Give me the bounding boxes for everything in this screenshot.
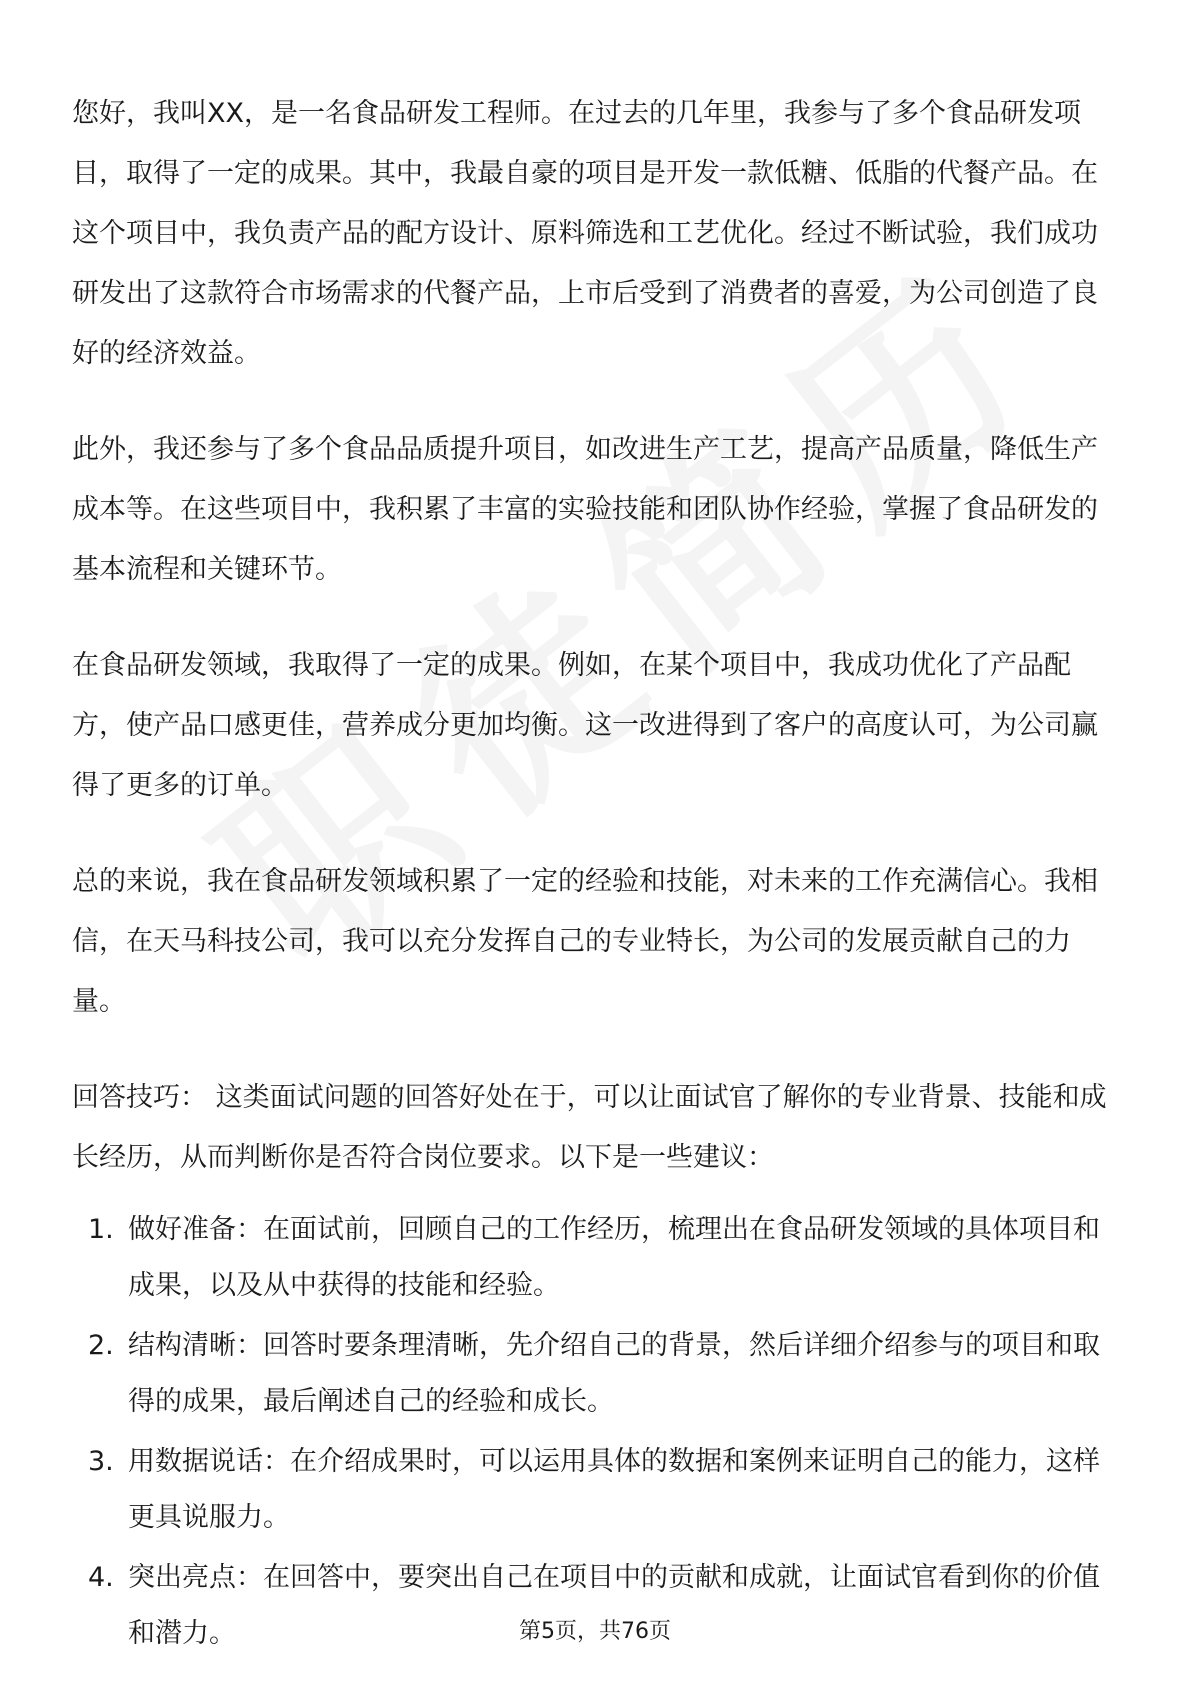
advice-text: 突出亮点：在回答中，要突出自己在项目中的贡献和成就，让面试官看到你的价值和潜力。 bbox=[128, 1562, 1100, 1649]
advice-list bbox=[72, 1202, 1118, 1662]
advice-item bbox=[72, 1434, 1118, 1546]
advice-text: 做好准备：在面试前，回顾自己的工作经历，梳理出在食品研发领域的具体项目和成果，以及从中获得的技能和经验。 bbox=[128, 1214, 1100, 1301]
paragraph-achievements: 在食品研发领域，我取得了一定的成果。例如，在某个项目中，我成功优化了产品配方，使产品口感更佳，营养成分更加均衡。这一改进得到了客户的高度认可，为公司赢得了更多的订单。 bbox=[72, 650, 1098, 801]
answer-tips-paragraph: 回答技巧： 这类面试问题的回答好处在于，可以让面试官了解你的专业背景、技能和成长经历，从而判断你是否符合岗位要求。以下是一些建议： bbox=[72, 1082, 1107, 1173]
page-number-footer: 第5页，共76页 bbox=[519, 1619, 671, 1644]
advice-number: 4. bbox=[88, 1562, 114, 1593]
advice-number: 1. bbox=[88, 1214, 114, 1245]
paragraph-quality-projects: 此外，我还参与了多个食品品质提升项目，如改进生产工艺，提高产品质量，降低生产成本等。在这些项目中，我积累了丰富的实验技能和团队协作经验，掌握了食品研发的基本流程和关键环节。 bbox=[72, 434, 1098, 585]
advice-item bbox=[72, 1550, 1118, 1662]
advice-number: 3. bbox=[88, 1446, 114, 1477]
paragraph-summary: 总的来说，我在食品研发领域积累了一定的经验和技能，对未来的工作充满信心。我相信，在天马科技公司，我可以充分发挥自己的专业特长，为公司的发展贡献自己的力量。 bbox=[72, 866, 1098, 1017]
advice-item bbox=[72, 1318, 1118, 1430]
advice-item bbox=[72, 1202, 1118, 1314]
paragraph-intro: 您好，我叫XX，是一名食品研发工程师。在过去的几年里，我参与了多个食品研发项目，取得了一定的成果。其中，我最自豪的项目是开发一款低糖、低脂的代餐产品。在这个项目中，我负责产品的配方设计、原料筛选和工艺优化。经过不断试验，我们成功研发出了这款符合市场需求的代餐产品，上市后受到了消费者的喜爱，为公司创造了良好的经济效益。 bbox=[72, 98, 1098, 369]
advice-text: 用数据说话：在介绍成果时，可以运用具体的数据和案例来证明自己的能力，这样更具说服力。 bbox=[128, 1446, 1100, 1533]
advice-number: 2. bbox=[88, 1330, 114, 1361]
advice-text: 结构清晰：回答时要条理清晰，先介绍自己的背景，然后详细介绍参与的项目和取得的成果，最后阐述自己的经验和成长。 bbox=[128, 1330, 1100, 1417]
